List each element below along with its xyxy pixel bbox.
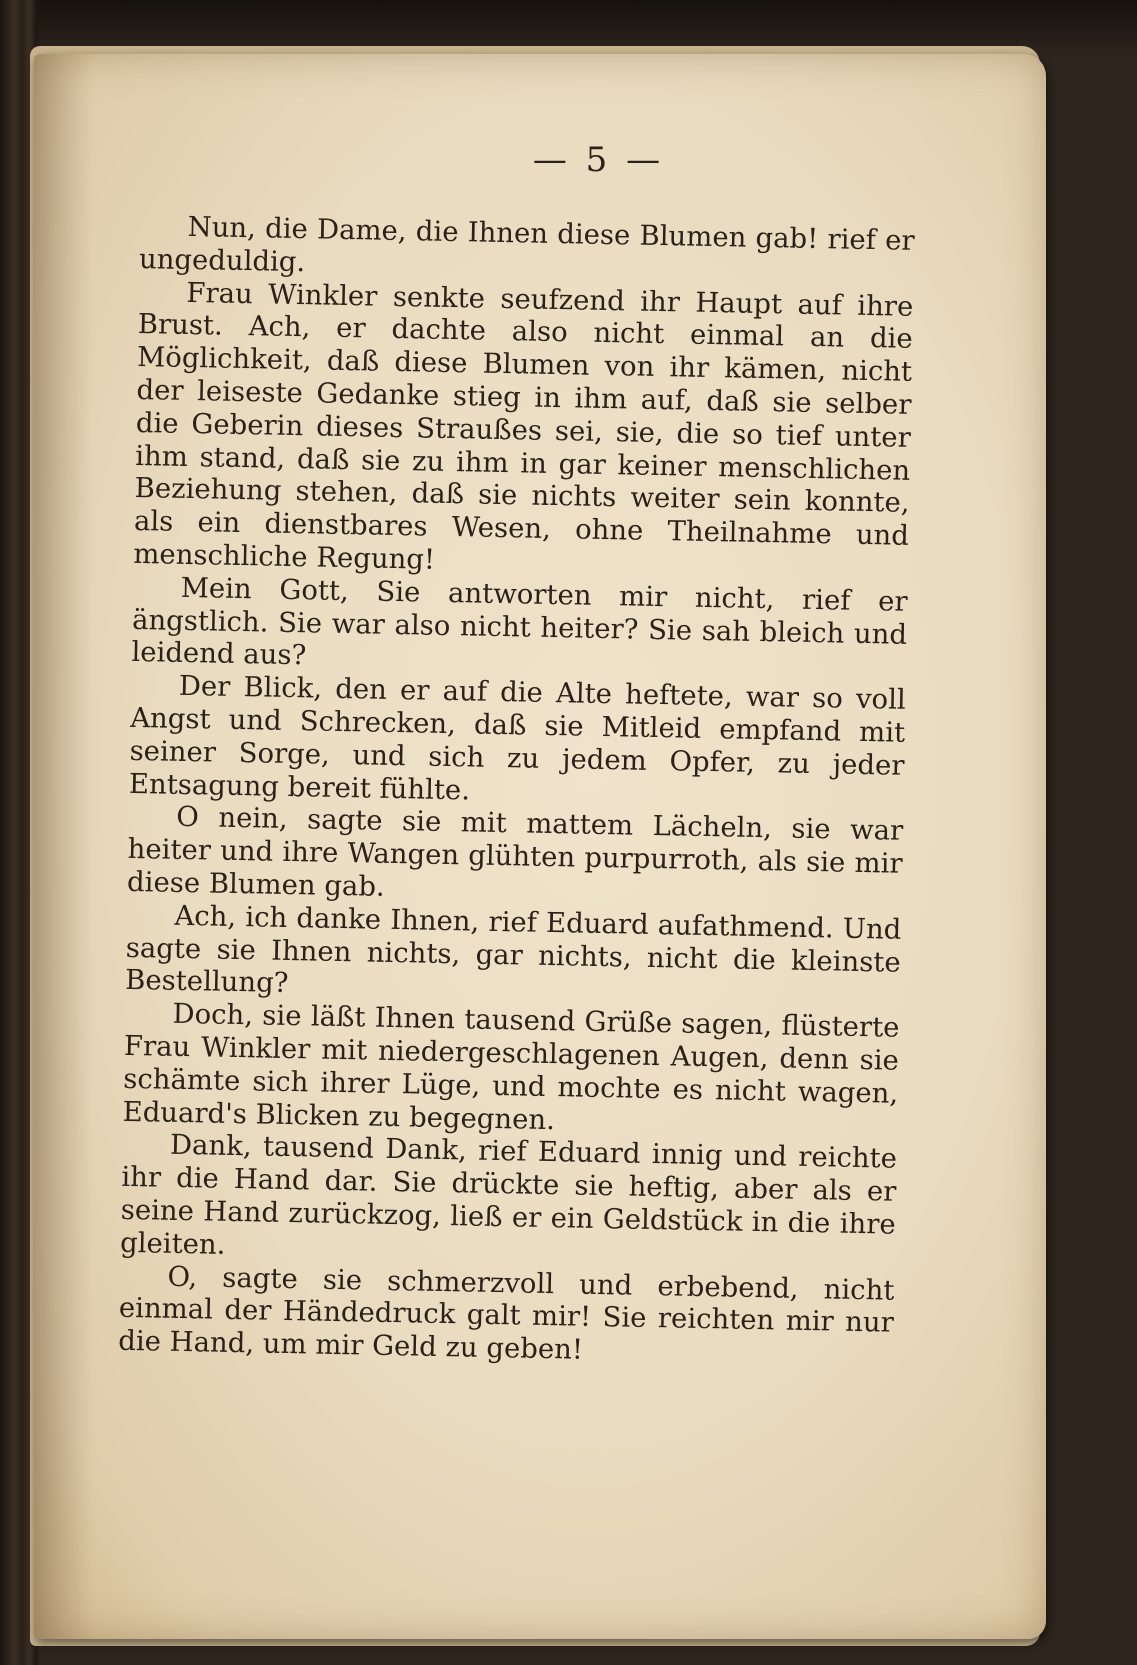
paragraph: Der Blick, den er auf die Alte heftete, war so voll Angst und Schrecken, daß sie Mitleid empfand mit seiner Sorge, und sich zu jedem Opfer, zu jeder Entsagung bereit fühlte. [128, 669, 907, 806]
paragraph: Dank, tausend Dank, rief Eduard innig und reichte ihr die Hand dar. Sie drückte sie heftig, aber als er seine Hand zurückzog, ließ er ein Geldstück in die ihre gleiten. [119, 1129, 898, 1261]
gutter-shadow [34, 54, 94, 1639]
paragraph: Ach, ich danke Ihnen, rief Eduard aufathmend. Und sagte sie Ihnen nichts, gar nichts, nicht die kleinste Bestellung? [124, 899, 902, 1000]
paragraph: Frau Winkler senkte seufzend ihr Haupt auf ihre Brust. Ach, er dachte also nicht einmal an die Möglichkeit, daß diese Blumen von ihr kämen, nicht der leiseste Gedanke stieg in ihm auf, daß sie selber die Geberin dieses Straußes sei, sie, die so tief unter ihm stand, daß sie zu ihm in gar keiner menschlichen Beziehung stehen, daß sie nichts weiter sein konnte, als ein dienstbares Wesen, ohne Theilnahme und menschliche Regung! [133, 276, 914, 576]
body-text [118, 210, 915, 1373]
paragraph: Mein Gott, Sie antworten mir nicht, rief er ängstlich. Sie war also nicht heiter? Sie sah bleich und leidend aus? [131, 571, 908, 672]
paragraph: Doch, sie läßt Ihnen tausend Grüße sagen, flüsterte Frau Winkler mit niedergeschlagenen Augen, denn sie schämte sich ihrer Lüge, und mochte es nicht wagen, Eduard's Blicken zu begegnen. [122, 997, 900, 1136]
paragraph: O, sagte sie schmerzvoll und erbebend, nicht einmal der Händedruck galt mir! Sie reichten mir nur die Hand, um mir Geld zu geben! [117, 1260, 895, 1366]
paragraph: O nein, sagte sie mit mattem Lächeln, sie war heiter und ihre Wangen glühten purpurroth, als sie mir diese Blumen gab. [126, 801, 904, 903]
page-number: — 5 — [532, 140, 665, 180]
paragraph: Nun, die Dame, die Ihnen diese Blumen gab! rief er ungeduldig. [138, 210, 915, 278]
